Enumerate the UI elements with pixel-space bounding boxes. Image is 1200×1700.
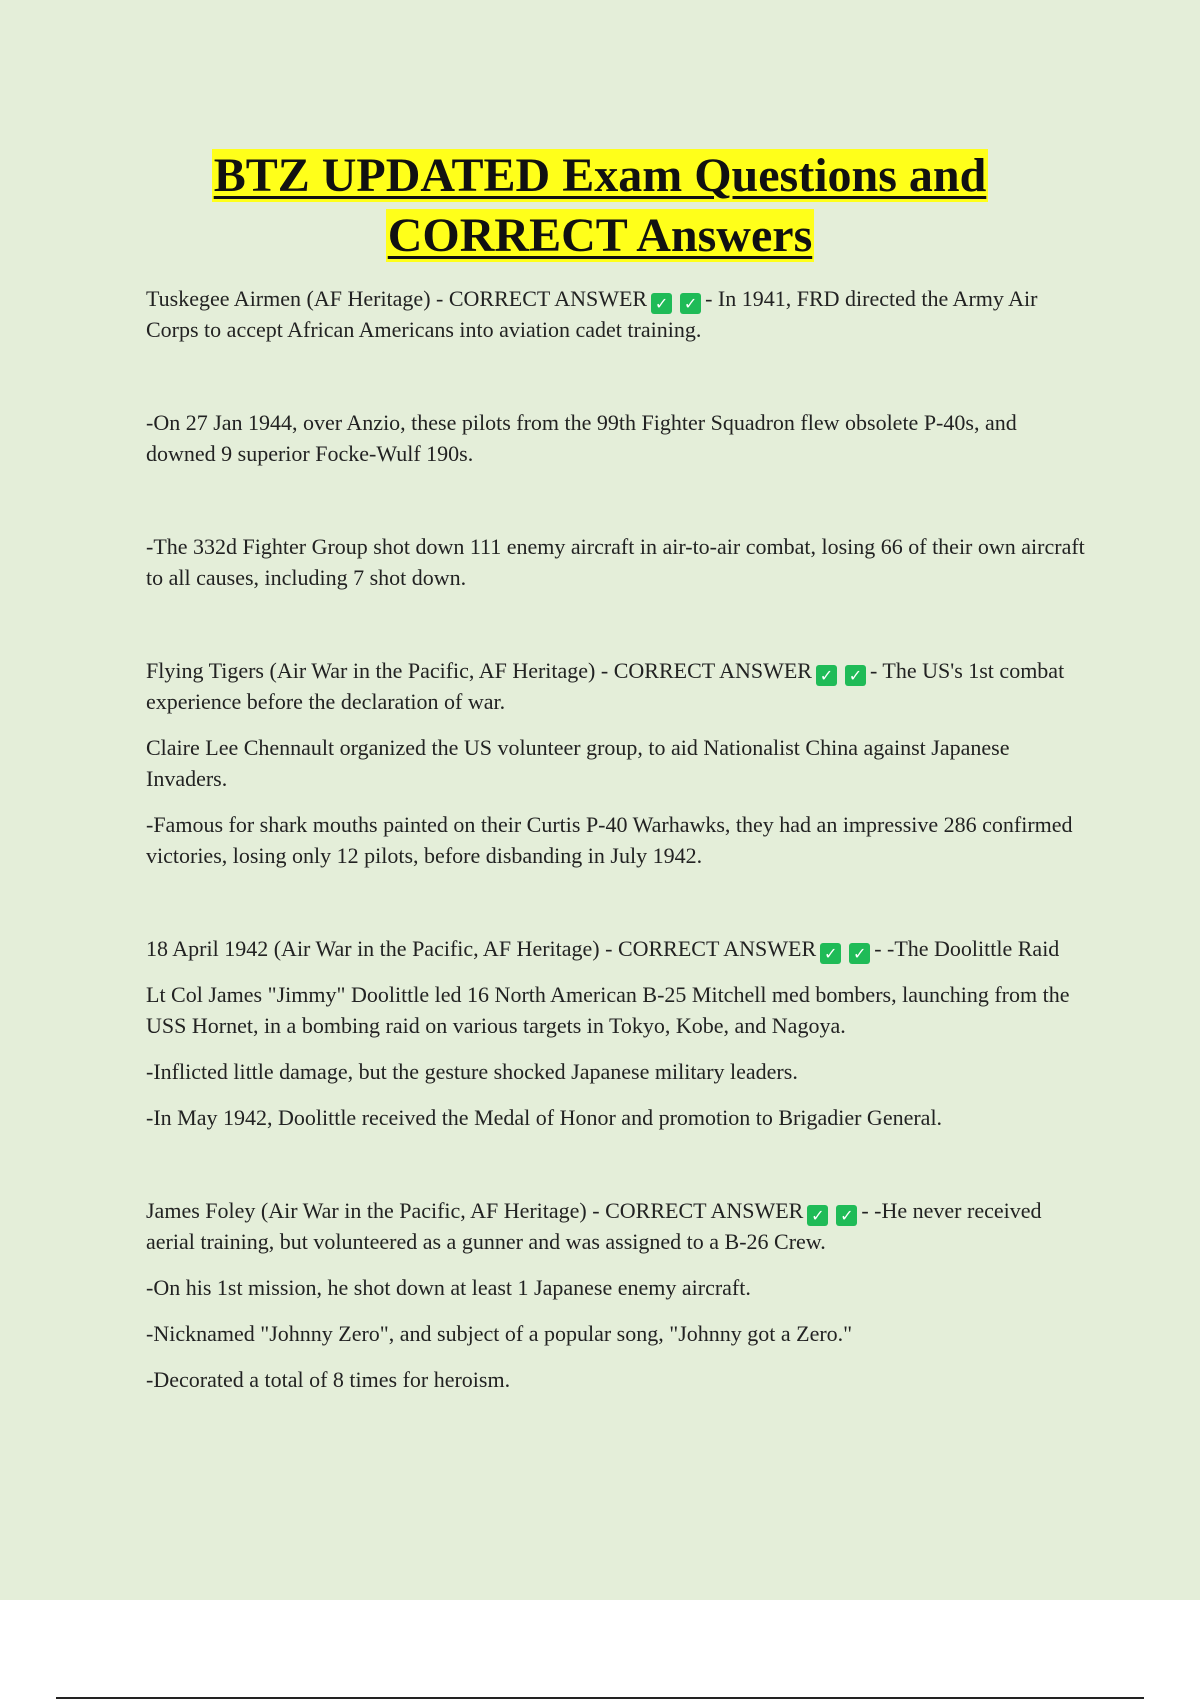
qa-paragraph: -Decorated a total of 8 times for heroism. (146, 1367, 511, 1392)
check-mark-icon: ✓ (836, 1205, 857, 1226)
answer-marker: CORRECT ANSWER (613, 658, 812, 683)
qa-paragraph: -Inflicted little damage, but the gesture shocked Japanese military leaders. (146, 1059, 798, 1084)
title-line-2: CORRECT Answers (387, 209, 813, 262)
qa-term: Flying Tigers (Air War in the Pacific, AF Heritage) - (146, 658, 614, 683)
qa-answer-lead: - -He never received aerial training, but volunteered as a gunner and was assigned to a B-26 Crew. (146, 1198, 1042, 1254)
qa-question-line (146, 283, 1091, 345)
answer-marker: CORRECT ANSWER (448, 286, 648, 311)
qa-term: Tuskegee Airmen (AF Heritage) - (146, 286, 449, 311)
document-body (146, 283, 1091, 1395)
qa-question-line (146, 655, 1091, 717)
qa-paragraph: -Famous for shark mouths painted on their Curtis P-40 Warhawks, they had an impressive 286 confirmed victories, losing only 12 pilots, before disbanding in July 1942. (146, 812, 1073, 868)
qa-answer-lead: - In 1941, FRD directed the Army Air Corps to accept African Americans into aviation cadet training. (146, 286, 1038, 342)
qa-entry-tuskegee-airmen (146, 283, 1091, 345)
qa-term: James Foley (Air War in the Pacific, AF Heritage) - (146, 1198, 606, 1223)
qa-entry-james-foley (146, 1195, 1091, 1395)
qa-entry-doolittle-raid (146, 933, 1091, 1133)
qa-paragraph: -In May 1942, Doolittle received the Medal of Honor and promotion to Brigadier General. (146, 1105, 943, 1130)
qa-entry-flying-tigers (146, 655, 1091, 871)
check-mark-icon: ✓ (820, 943, 841, 964)
check-mark-icon: ✓ (680, 293, 701, 314)
qa-paragraph: -Nicknamed "Johnny Zero", and subject of a popular song, "Johnny got a Zero." (146, 1321, 853, 1346)
check-mark-icon: ✓ (816, 665, 837, 686)
qa-paragraph: Lt Col James "Jimmy" Doolittle led 16 North American B-25 Mitchell med bombers, launching from the USS Hornet, in a bombing raid on various targets in Tokyo, Kobe, and Nagoya. (146, 982, 1070, 1038)
qa-paragraph: Claire Lee Chennault organized the US volunteer group, to aid Nationalist China against Japanese Invaders. (146, 735, 1010, 791)
qa-paragraph: -On his 1st mission, he shot down at least 1 Japanese enemy aircraft. (146, 1275, 751, 1300)
footer-divider (56, 1697, 1144, 1699)
qa-answer-lead: - -The Doolittle Raid (874, 936, 1060, 961)
qa-paragraph: -The 332d Fighter Group shot down 111 enemy aircraft in air-to-air combat, losing 66 of their own aircraft to all causes, including 7 shot down. (146, 534, 1085, 590)
qa-question-line (146, 1195, 1091, 1257)
qa-entry-332d-fighter-group (146, 531, 1091, 593)
document-title (0, 146, 1200, 266)
qa-question-line (146, 933, 1091, 964)
check-mark-icon: ✓ (845, 665, 866, 686)
check-mark-icon: ✓ (807, 1205, 828, 1226)
qa-term: 18 April 1942 (Air War in the Pacific, AF Heritage) - (146, 936, 618, 961)
title-line-1: BTZ UPDATED Exam Questions and (213, 149, 987, 202)
qa-answer-lead: - The US's 1st combat experience before the declaration of war. (146, 658, 1065, 714)
check-mark-icon: ✓ (651, 293, 672, 314)
qa-entry-anzio (146, 407, 1091, 469)
qa-paragraph: -On 27 Jan 1944, over Anzio, these pilots from the 99th Fighter Squadron flew obsolete P-40s, and downed 9 superior Focke-Wulf 190s. (146, 410, 1017, 466)
answer-marker: CORRECT ANSWER (605, 1198, 804, 1223)
check-mark-icon: ✓ (849, 943, 870, 964)
answer-marker: CORRECT ANSWER (617, 936, 817, 961)
